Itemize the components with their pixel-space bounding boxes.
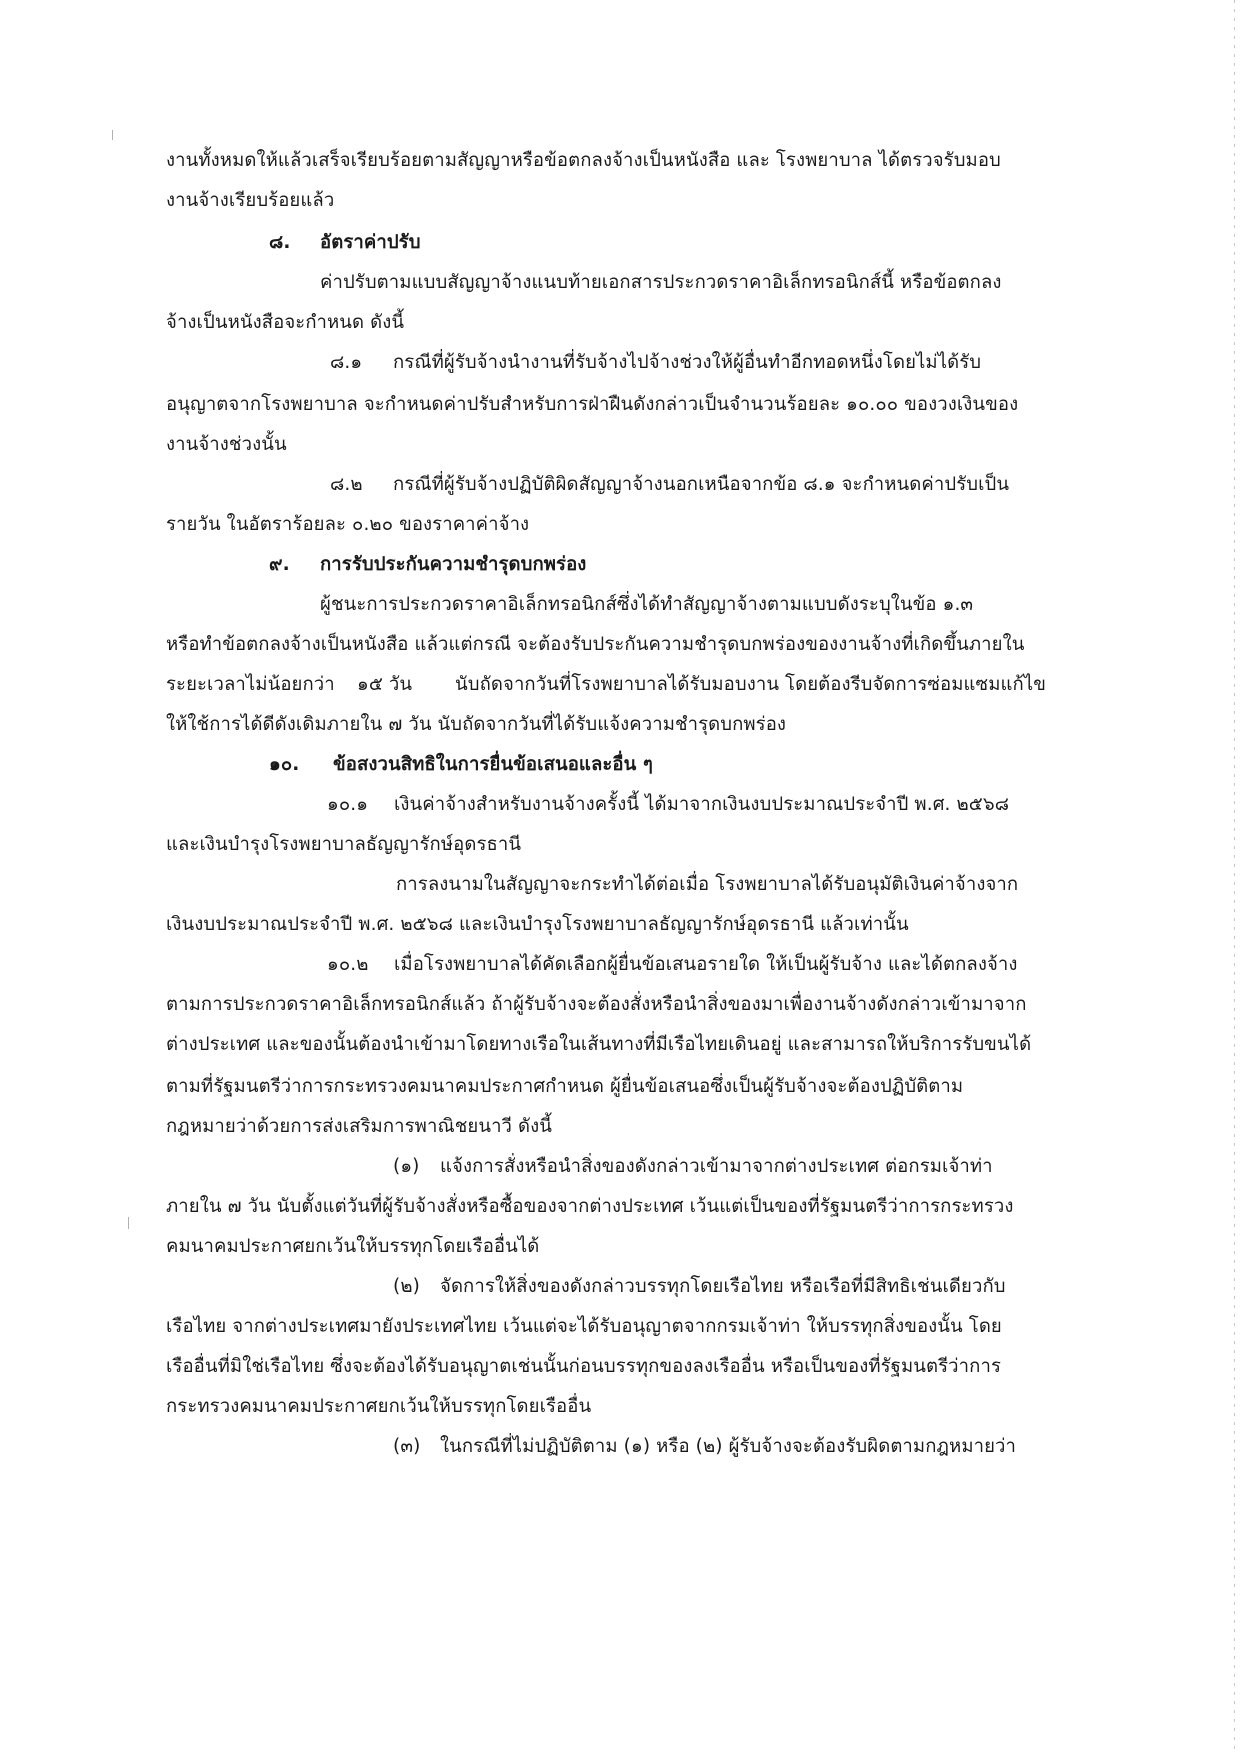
body-line: คมนาคมประกาศยกเว้นให้บรรทุกโดยเรืออื่นได้ [166,1236,540,1257]
body-line: งานจ้างเรียบร้อยแล้ว [166,190,335,211]
clause-number: ๑๐.๒ [327,954,369,975]
scan-edge-artifact [1234,0,1235,1755]
body-line: ตามการประกวดราคาอิเล็กทรอนิกส์แล้ว ถ้าผู้รับจ้างจะต้องสั่งหรือนำสิ่งของมาเพื่องานจ้างดังกล่าวเข้ามาจาก [166,994,1027,1015]
section-heading: อัตราค่าปรับ [320,232,421,253]
section-number: ๙. [269,554,290,575]
body-line: งานทั้งหมดให้แล้วเสร็จเรียบร้อยตามสัญญาหรือข้อตกลงจ้างเป็นหนังสือ และ โรงพยาบาล ได้ตรวจรับมอบ [166,150,1001,171]
body-line: ต่างประเทศ และของนั้นต้องนำเข้ามาโดยทางเรือในเส้นทางที่มีเรือไทยเดินอยู่ และสามารถให้บริการรับขนได้ [166,1034,1032,1055]
body-line: การลงนามในสัญญาจะกระทำได้ต่อเมื่อ โรงพยาบาลได้รับอนุมัติเงินค่าจ้างจาก [396,874,1019,895]
sub-clause-number: (๓) [393,1436,421,1457]
body-line: เรือไทย จากต่างประเทศมายังประเทศไทย เว้นแต่จะได้รับอนุญาตจากกรมเจ้าท่า ให้บรรทุกสิ่งของนั้น โดย [166,1316,1002,1337]
body-line: กรณีที่ผู้รับจ้างปฏิบัติผิดสัญญาจ้างนอกเหนือจากข้อ ๘.๑ จะกำหนดค่าปรับเป็น [393,474,1010,495]
body-line: กฎหมายว่าด้วยการส่งเสริมการพาณิชยนาวี ดังนี้ [166,1116,553,1137]
body-line: จ้างเป็นหนังสือจะกำหนด ดังนี้ [166,312,405,333]
section-heading: ข้อสงวนสิทธิในการยื่นข้อเสนอและอื่น ๆ [333,754,653,775]
clause-number: ๘.๒ [330,474,363,495]
body-line: แจ้งการสั่งหรือนำสิ่งของดังกล่าวเข้ามาจากต่างประเทศ ต่อกรมเจ้าท่า [440,1156,993,1177]
body-line: กระทรวงคมนาคมประกาศยกเว้นให้บรรทุกโดยเรืออื่น [166,1396,592,1417]
body-line: ให้ใช้การได้ดีดังเดิมภายใน ๗ วัน นับถัดจากวันที่ได้รับแจ้งความชำรุดบกพร่อง [166,714,787,735]
section-number: ๘. [269,232,291,253]
body-line: นับถัดจากวันที่โรงพยาบาลได้รับมอบงาน โดยต้องรีบจัดการซ่อมแซมแก้ไข [455,674,1046,695]
scan-mark [112,130,113,140]
body-line: และเงินบำรุงโรงพยาบาลธัญญารักษ์อุดรธานี [166,834,522,855]
body-line: กรณีที่ผู้รับจ้างนำงานที่รับจ้างไปจ้างช่วงให้ผู้อื่นทำอีกทอดหนึ่งโดยไม่ได้รับ [393,352,982,373]
body-line: ค่าปรับตามแบบสัญญาจ้างแนบท้ายเอกสารประกวดราคาอิเล็กทรอนิกส์นี้ หรือข้อตกลง [320,272,1002,293]
sub-clause-number: (๑) [393,1156,420,1177]
clause-number: ๑๐.๑ [327,794,369,815]
section-number: ๑๐. [269,754,300,775]
body-line: ระยะเวลาไม่น้อยกว่า [166,674,335,695]
body-line: หรือทำข้อตกลงจ้างเป็นหนังสือ แล้วแต่กรณี จะต้องรับประกันความชำรุดบกพร่องของงานจ้างที่เกิดขึ้นภายใน [166,634,1025,655]
scan-mark [128,1217,129,1229]
clause-number: ๘.๑ [330,352,363,373]
body-line: เรืออื่นที่มิใช่เรือไทย ซึ่งจะต้องได้รับอนุญาตเช่นนั้นก่อนบรรทุกของลงเรืออื่น หรือเป็นของที่รัฐมนตรีว่าการ [166,1356,1001,1377]
body-line: ตามที่รัฐมนตรีว่าการกระทรวงคมนาคมประกาศกำหนด ผู้ยื่นข้อเสนอซึ่งเป็นผู้รับจ้างจะต้องปฏิบัติตาม [166,1076,964,1097]
body-line: ผู้ชนะการประกวดราคาอิเล็กทรอนิกส์ซึ่งได้ทำสัญญาจ้างตามแบบดังระบุในข้อ ๑.๓ [320,594,974,615]
body-line: เงินงบประมาณประจำปี พ.ศ. ๒๕๖๘ และเงินบำรุงโรงพยาบาลธัญญารักษ์อุดรธานี แล้วเท่านั้น [166,914,909,935]
body-line: ภายใน ๗ วัน นับตั้งแต่วันที่ผู้รับจ้างสั่งหรือซื้อของจากต่างประเทศ เว้นแต่เป็นของที่รัฐมนตรีว่าการกระทรวง [166,1196,1014,1217]
body-line: งานจ้างช่วงนั้น [166,434,287,455]
body-line: จัดการให้สิ่งของดังกล่าวบรรทุกโดยเรือไทย หรือเรือที่มีสิทธิเช่นเดียวกับ [440,1276,1006,1297]
body-line: รายวัน ในอัตราร้อยละ ๐.๒๐ ของราคาค่าจ้าง [166,514,530,535]
sub-clause-number: (๒) [393,1276,420,1297]
body-line: เงินค่าจ้างสำหรับงานจ้างครั้งนี้ ได้มาจากเงินงบประมาณประจำปี พ.ศ. ๒๕๖๘ [394,794,1010,815]
body-line: ในกรณีที่ไม่ปฏิบัติตาม (๑) หรือ (๒) ผู้รับจ้างจะต้องรับผิดตามกฎหมายว่า [440,1436,1017,1457]
body-line: เมื่อโรงพยาบาลได้คัดเลือกผู้ยื่นข้อเสนอรายใด ให้เป็นผู้รับจ้าง และได้ตกลงจ้าง [394,954,1018,975]
section-heading: การรับประกันความชำรุดบกพร่อง [320,554,587,575]
warranty-period: ๑๕ วัน [357,674,413,695]
body-line: อนุญาตจากโรงพยาบาล จะกำหนดค่าปรับสำหรับการฝ่าฝืนดังกล่าวเป็นจำนวนร้อยละ ๑๐.๐๐ ของวงเงินของ [166,394,1019,415]
